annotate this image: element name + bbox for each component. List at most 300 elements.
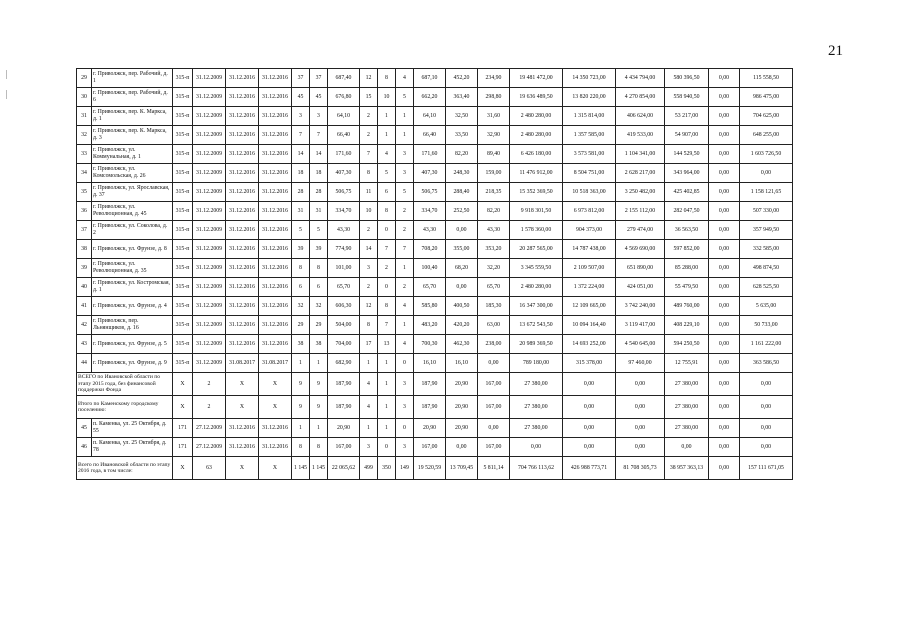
table-cell: 19 481 472,00 xyxy=(510,69,563,88)
table-cell: 32 xyxy=(292,297,310,316)
summary-row xyxy=(77,373,793,396)
table-cell: 0,00 xyxy=(709,145,740,164)
table-cell: 0,00 xyxy=(709,457,740,480)
table-cell: 4 270 854,00 xyxy=(616,88,665,107)
table-cell: 12 xyxy=(360,297,378,316)
table-cell: 0,00 xyxy=(709,107,740,126)
table-cell: 22 065,62 xyxy=(328,457,360,480)
table-row xyxy=(77,145,793,164)
row-number-cell: 36 xyxy=(77,202,92,221)
table-cell: 0,00 xyxy=(709,438,740,457)
table-cell: 315-п xyxy=(173,145,193,164)
table-cell: 64,10 xyxy=(414,107,446,126)
table-cell: 7 xyxy=(292,126,310,145)
table-cell: 64,10 xyxy=(328,107,360,126)
table-cell: 82,20 xyxy=(446,145,478,164)
row-number-cell: 46 xyxy=(77,438,92,457)
table-cell: X xyxy=(259,457,292,480)
table-cell: 31.12.2016 xyxy=(226,126,259,145)
table-cell: 82,20 xyxy=(478,202,510,221)
table-cell: X xyxy=(259,396,292,419)
table-cell: 20,90 xyxy=(446,396,478,419)
table-cell: 334,70 xyxy=(414,202,446,221)
table-cell: 407,30 xyxy=(414,164,446,183)
table-cell: 14 350 723,00 xyxy=(563,69,616,88)
table-cell: 2 xyxy=(378,259,396,278)
table-cell: 14 xyxy=(310,145,328,164)
table-cell: 31.08.2017 xyxy=(226,354,259,373)
table-cell: 50 733,00 xyxy=(740,316,793,335)
table-cell: 19 520,59 xyxy=(414,457,446,480)
table-cell: 1 xyxy=(378,126,396,145)
table-cell: 31.12.2016 xyxy=(226,221,259,240)
table-cell: 37 xyxy=(292,69,310,88)
table-cell: 315-п xyxy=(173,164,193,183)
table-cell: 2 xyxy=(360,107,378,126)
table-cell: 10 xyxy=(360,202,378,221)
table-cell: 2 xyxy=(193,396,226,419)
table-cell: 0,00 xyxy=(709,259,740,278)
table-cell: 19 636 489,50 xyxy=(510,88,563,107)
table-cell: 65,70 xyxy=(328,278,360,297)
table-cell: 43,30 xyxy=(328,221,360,240)
table-cell: 1 603 726,50 xyxy=(740,145,793,164)
table-cell: 462,30 xyxy=(446,335,478,354)
table-row xyxy=(77,164,793,183)
table-cell: 687,10 xyxy=(414,69,446,88)
table-cell: 904 373,00 xyxy=(563,221,616,240)
table-cell: 2 480 280,00 xyxy=(510,126,563,145)
table-cell: 157 111 671,05 xyxy=(740,457,793,480)
address-cell: г. Приволжск, ул. Революционная, д. 45 xyxy=(92,202,173,221)
table-cell: 3 573 581,00 xyxy=(563,145,616,164)
table-cell: 27 380,00 xyxy=(510,419,563,438)
table-cell: 1 xyxy=(310,354,328,373)
table-cell: 218,35 xyxy=(478,183,510,202)
table-cell: 315-п xyxy=(173,240,193,259)
table-cell: 426 988 773,71 xyxy=(563,457,616,480)
table-cell: 3 xyxy=(292,107,310,126)
table-row xyxy=(77,88,793,107)
table-cell: 31.12.2016 xyxy=(259,259,292,278)
page-number: 21 xyxy=(828,43,843,59)
table-cell: 20 989 369,50 xyxy=(510,335,563,354)
table-cell: 789 180,00 xyxy=(510,354,563,373)
table-cell: 0,00 xyxy=(709,354,740,373)
table-cell: 43,30 xyxy=(478,221,510,240)
table-cell: 2 xyxy=(396,202,414,221)
table-cell: 252,50 xyxy=(446,202,478,221)
table-cell: 0,00 xyxy=(709,278,740,297)
table-cell: 11 xyxy=(360,183,378,202)
table-cell: 315-п xyxy=(173,183,193,202)
table-cell: 4 xyxy=(396,297,414,316)
table-cell: 315-п xyxy=(173,278,193,297)
table-cell: 63 xyxy=(193,457,226,480)
table-cell: 27.12.2009 xyxy=(193,438,226,457)
table-cell: 27 380,00 xyxy=(665,373,709,396)
table-cell: 29 xyxy=(292,316,310,335)
table-cell: 507 330,00 xyxy=(740,202,793,221)
table-cell: 167,00 xyxy=(478,438,510,457)
table-cell: 0 xyxy=(396,419,414,438)
table-cell: 315 378,00 xyxy=(563,354,616,373)
table-cell: 0,00 xyxy=(709,335,740,354)
table-cell: 279 474,00 xyxy=(616,221,665,240)
table-cell: 27 380,00 xyxy=(510,373,563,396)
table-cell: 31.12.2016 xyxy=(226,438,259,457)
table-cell: 1 xyxy=(378,354,396,373)
table-cell: 0 xyxy=(378,221,396,240)
table-cell: 315-п xyxy=(173,335,193,354)
table-cell: 167,00 xyxy=(478,396,510,419)
table-cell: 31.12.2016 xyxy=(259,88,292,107)
table-cell: 65,70 xyxy=(478,278,510,297)
table-cell: 31.12.2016 xyxy=(226,69,259,88)
table-cell: 298,80 xyxy=(478,88,510,107)
address-cell: г. Приволжск, пер. Рабочий, д. 6 xyxy=(92,88,173,107)
table-cell: 144 529,50 xyxy=(665,145,709,164)
table-cell: X xyxy=(226,457,259,480)
row-number-cell: 44 xyxy=(77,354,92,373)
table-cell: 5 xyxy=(396,88,414,107)
table-cell: 498 874,50 xyxy=(740,259,793,278)
table-cell: 55 479,50 xyxy=(665,278,709,297)
table-cell: 2 628 217,00 xyxy=(616,164,665,183)
summary-row xyxy=(77,457,793,480)
table-cell: 13 672 543,50 xyxy=(510,316,563,335)
table-cell: 32 xyxy=(310,297,328,316)
table-cell: 489 760,00 xyxy=(665,297,709,316)
summary-label-cell: ВСЕГО по Ивановской области по этапу 2015 года, без финансовой поддержки Фонда xyxy=(77,373,173,396)
table-cell: 14 693 252,00 xyxy=(563,335,616,354)
table-cell: 1 xyxy=(378,419,396,438)
table-cell: 68,20 xyxy=(446,259,478,278)
margin-mark xyxy=(6,70,7,79)
table-cell: 0,00 xyxy=(740,438,793,457)
table-cell: 3 xyxy=(396,438,414,457)
table-cell: 0,00 xyxy=(709,419,740,438)
table-cell: 159,00 xyxy=(478,164,510,183)
address-cell: п. Каменка, ул. 25 Октября, д. 78 xyxy=(92,438,173,457)
table-row xyxy=(77,202,793,221)
table-cell: 315-п xyxy=(173,126,193,145)
table-cell: 1 xyxy=(378,107,396,126)
table-cell: 4 xyxy=(378,145,396,164)
table-cell: 6 xyxy=(310,278,328,297)
table-cell: 31.12.2009 xyxy=(193,164,226,183)
table-cell: 0,00 xyxy=(709,396,740,419)
table-cell: 682,90 xyxy=(328,354,360,373)
table-cell: 0,00 xyxy=(446,221,478,240)
table-cell: 171,60 xyxy=(414,145,446,164)
table-cell: 31.12.2016 xyxy=(226,419,259,438)
table-cell: 20 287 565,00 xyxy=(510,240,563,259)
table-cell: 408 229,10 xyxy=(665,316,709,335)
table-cell: 16,10 xyxy=(414,354,446,373)
table-cell: 0,00 xyxy=(616,438,665,457)
table-cell: 31.12.2016 xyxy=(226,297,259,316)
table-cell: 0,00 xyxy=(709,183,740,202)
table-cell: 986 475,00 xyxy=(740,88,793,107)
table-cell: 0,00 xyxy=(563,373,616,396)
table-cell: 31.12.2016 xyxy=(259,419,292,438)
table-cell: 28 xyxy=(310,183,328,202)
table-cell: 651 890,00 xyxy=(616,259,665,278)
address-cell: г. Приволжск, ул. Ярославская, д. 37 xyxy=(92,183,173,202)
table-cell: 4 xyxy=(396,335,414,354)
table-cell: 31.12.2016 xyxy=(226,240,259,259)
table-cell: 10 094 164,40 xyxy=(563,316,616,335)
table-cell: 187,90 xyxy=(328,373,360,396)
table-cell: 17 xyxy=(360,335,378,354)
table-cell: 31.12.2016 xyxy=(259,202,292,221)
table-cell: 31 xyxy=(310,202,328,221)
table-cell: 407,30 xyxy=(328,164,360,183)
table-cell: 0 xyxy=(396,354,414,373)
table-cell: 171 xyxy=(173,438,193,457)
table-cell: 3 xyxy=(396,164,414,183)
table-cell: 9 xyxy=(292,396,310,419)
table-cell: 171 xyxy=(173,419,193,438)
table-cell: 27 380,00 xyxy=(665,396,709,419)
table-cell: 4 540 645,00 xyxy=(616,335,665,354)
table-cell: 31.12.2016 xyxy=(226,107,259,126)
table-cell: 31.12.2009 xyxy=(193,88,226,107)
table-cell: 0,00 xyxy=(446,438,478,457)
table-cell: 3 xyxy=(310,107,328,126)
table-cell: 315-п xyxy=(173,259,193,278)
table-cell: 648 255,00 xyxy=(740,126,793,145)
table-cell: 38 xyxy=(292,335,310,354)
table-cell: 31.12.2016 xyxy=(259,69,292,88)
table-cell: 1 xyxy=(310,419,328,438)
table-cell: 506,75 xyxy=(328,183,360,202)
row-number-cell: 35 xyxy=(77,183,92,202)
table-cell: 1 578 360,00 xyxy=(510,221,563,240)
table-row xyxy=(77,354,793,373)
table-cell: 167,00 xyxy=(328,438,360,457)
table-cell: 700,30 xyxy=(414,335,446,354)
address-cell: г. Приволжск, ул. Фрунзе, д. 4 xyxy=(92,297,173,316)
address-cell: г. Приволжск, пер. Льнянщиков, д. 16 xyxy=(92,316,173,335)
table-cell: 499 xyxy=(360,457,378,480)
table-cell: 1 xyxy=(292,354,310,373)
table-cell: X xyxy=(259,373,292,396)
table-cell: 31.08.2017 xyxy=(259,354,292,373)
table-cell: 27 380,00 xyxy=(665,419,709,438)
table-cell: 31.12.2009 xyxy=(193,354,226,373)
table-cell: 97 460,00 xyxy=(616,354,665,373)
table-cell: 3 xyxy=(360,438,378,457)
table-cell: 4 xyxy=(396,69,414,88)
address-cell: г. Приволжск, ул. Соколова, д. 2 xyxy=(92,221,173,240)
row-number-cell: 39 xyxy=(77,259,92,278)
table-cell: 248,30 xyxy=(446,164,478,183)
table-cell: 8 xyxy=(378,202,396,221)
table-cell: 31.12.2016 xyxy=(226,164,259,183)
table-row xyxy=(77,316,793,335)
table-cell: 1 372 224,00 xyxy=(563,278,616,297)
table-cell: 45 xyxy=(310,88,328,107)
table-cell: 1 161 222,00 xyxy=(740,335,793,354)
table-cell: 3 xyxy=(396,145,414,164)
table-cell: X xyxy=(226,396,259,419)
row-number-cell: 43 xyxy=(77,335,92,354)
table-cell: 3 742 240,00 xyxy=(616,297,665,316)
table-cell: 357 949,50 xyxy=(740,221,793,240)
table-cell: 32,50 xyxy=(446,107,478,126)
row-number-cell: 31 xyxy=(77,107,92,126)
table-cell: 14 787 438,00 xyxy=(563,240,616,259)
table-cell: 20,90 xyxy=(414,419,446,438)
table-cell: 36 563,50 xyxy=(665,221,709,240)
table-cell: 3 xyxy=(396,373,414,396)
table-cell: 101,00 xyxy=(328,259,360,278)
table-cell: 37 xyxy=(310,69,328,88)
table-cell: 585,80 xyxy=(414,297,446,316)
table-cell: 31.12.2016 xyxy=(259,335,292,354)
table-cell: 31.12.2016 xyxy=(259,221,292,240)
table-cell: 6 426 180,00 xyxy=(510,145,563,164)
table-row xyxy=(77,240,793,259)
table-cell: 31.12.2016 xyxy=(259,316,292,335)
table-cell: 343 964,00 xyxy=(665,164,709,183)
table-cell: 1 104 341,00 xyxy=(616,145,665,164)
table-cell: 483,20 xyxy=(414,316,446,335)
table-cell: 315-п xyxy=(173,316,193,335)
row-number-cell: 34 xyxy=(77,164,92,183)
table-cell: 100,40 xyxy=(414,259,446,278)
table-row xyxy=(77,297,793,316)
table-cell: 31.12.2009 xyxy=(193,240,226,259)
table-cell: 31.12.2016 xyxy=(259,164,292,183)
table-cell: 31.12.2009 xyxy=(193,107,226,126)
table-cell: 31.12.2016 xyxy=(259,278,292,297)
address-cell: г. Приволжск, ул. Фрунзе, д. 9 xyxy=(92,354,173,373)
address-cell: г. Приволжск, ул. Фрунзе, д. 8 xyxy=(92,240,173,259)
row-number-cell: 30 xyxy=(77,88,92,107)
table-cell: 167,00 xyxy=(478,373,510,396)
table-cell: 63,00 xyxy=(478,316,510,335)
table-cell: 1 xyxy=(378,373,396,396)
table-cell: 1 xyxy=(396,126,414,145)
address-cell: г. Приволжск, ул. Коммунальная, д. 1 xyxy=(92,145,173,164)
table-cell: 704 766 113,62 xyxy=(510,457,563,480)
table-cell: 0,00 xyxy=(563,396,616,419)
row-number-cell: 37 xyxy=(77,221,92,240)
table-cell: 10 xyxy=(378,88,396,107)
table-cell: 1 315 814,00 xyxy=(563,107,616,126)
table-cell: 16 347 300,00 xyxy=(510,297,563,316)
row-number-cell: 40 xyxy=(77,278,92,297)
table-cell: 424 051,00 xyxy=(616,278,665,297)
table-cell: 8 xyxy=(378,69,396,88)
table-cell: 0,00 xyxy=(616,419,665,438)
table-cell: 1 xyxy=(292,419,310,438)
table-cell: 54 907,00 xyxy=(665,126,709,145)
table-cell: 31.12.2009 xyxy=(193,278,226,297)
table-cell: 2 xyxy=(396,278,414,297)
table-cell: 18 xyxy=(292,164,310,183)
table-cell: 0,00 xyxy=(709,297,740,316)
table-cell: 31.12.2016 xyxy=(226,259,259,278)
table-cell: 38 957 363,13 xyxy=(665,457,709,480)
table-cell: 2 xyxy=(360,278,378,297)
table-cell: 334,70 xyxy=(328,202,360,221)
table-cell: 89,40 xyxy=(478,145,510,164)
table-cell: 31.12.2009 xyxy=(193,259,226,278)
table-cell: 0,00 xyxy=(709,240,740,259)
table-cell: 31.12.2009 xyxy=(193,126,226,145)
table-cell: 594 250,50 xyxy=(665,335,709,354)
table-cell: 5 635,00 xyxy=(740,297,793,316)
table-cell: 0,00 xyxy=(709,88,740,107)
table-cell: 15 352 369,50 xyxy=(510,183,563,202)
table-cell: 558 940,50 xyxy=(665,88,709,107)
table-cell: 115 558,50 xyxy=(740,69,793,88)
table-cell: 4 xyxy=(360,396,378,419)
table-cell: 0,00 xyxy=(709,126,740,145)
table-cell: 420,20 xyxy=(446,316,478,335)
table-cell: 9 918 301,50 xyxy=(510,202,563,221)
row-number-cell: 45 xyxy=(77,419,92,438)
table-cell: 3 xyxy=(360,259,378,278)
table-cell: 3 xyxy=(396,396,414,419)
table-cell: 363,40 xyxy=(446,88,478,107)
table-cell: 1 xyxy=(360,354,378,373)
table-cell: 31.12.2016 xyxy=(226,202,259,221)
table-cell: 5 811,14 xyxy=(478,457,510,480)
table-cell: 774,90 xyxy=(328,240,360,259)
summary-label-cell: Итого по Каменскому городскому поселению: xyxy=(77,396,173,419)
table-row xyxy=(77,221,793,240)
table-cell: 1 xyxy=(378,396,396,419)
table-cell: 0,00 xyxy=(740,419,793,438)
table-cell: 5 xyxy=(378,164,396,183)
table-cell: X xyxy=(226,373,259,396)
table-cell: 0,00 xyxy=(478,419,510,438)
table-cell: 66,40 xyxy=(328,126,360,145)
table-cell: 4 xyxy=(360,373,378,396)
table-cell: 2 xyxy=(360,126,378,145)
table-cell: 31.12.2009 xyxy=(193,335,226,354)
table-cell: 8 xyxy=(360,316,378,335)
address-cell: г. Приволжск, пер. К. Маркса, д. 3 xyxy=(92,126,173,145)
table-cell: 1 145 xyxy=(292,457,310,480)
table-cell: 3 250 482,00 xyxy=(616,183,665,202)
table-row xyxy=(77,126,793,145)
table-cell: 406 624,00 xyxy=(616,107,665,126)
table-cell: 315-п xyxy=(173,354,193,373)
table-cell: 28 xyxy=(292,183,310,202)
table-cell: 8 xyxy=(310,259,328,278)
table-cell: 2 xyxy=(360,221,378,240)
table-cell: 1 158 121,65 xyxy=(740,183,793,202)
table-cell: 27.12.2009 xyxy=(193,419,226,438)
table-cell: 0,00 xyxy=(510,438,563,457)
table-cell: 350 xyxy=(378,457,396,480)
table-cell: 187,90 xyxy=(414,396,446,419)
table-cell: 506,75 xyxy=(414,183,446,202)
table-cell: 20,90 xyxy=(446,419,478,438)
table-cell: 2 155 112,00 xyxy=(616,202,665,221)
table-cell: 282 047,50 xyxy=(665,202,709,221)
table-cell: 32,20 xyxy=(478,259,510,278)
table-cell: 66,40 xyxy=(414,126,446,145)
table-cell: 0,00 xyxy=(616,373,665,396)
table-cell: X xyxy=(173,396,193,419)
